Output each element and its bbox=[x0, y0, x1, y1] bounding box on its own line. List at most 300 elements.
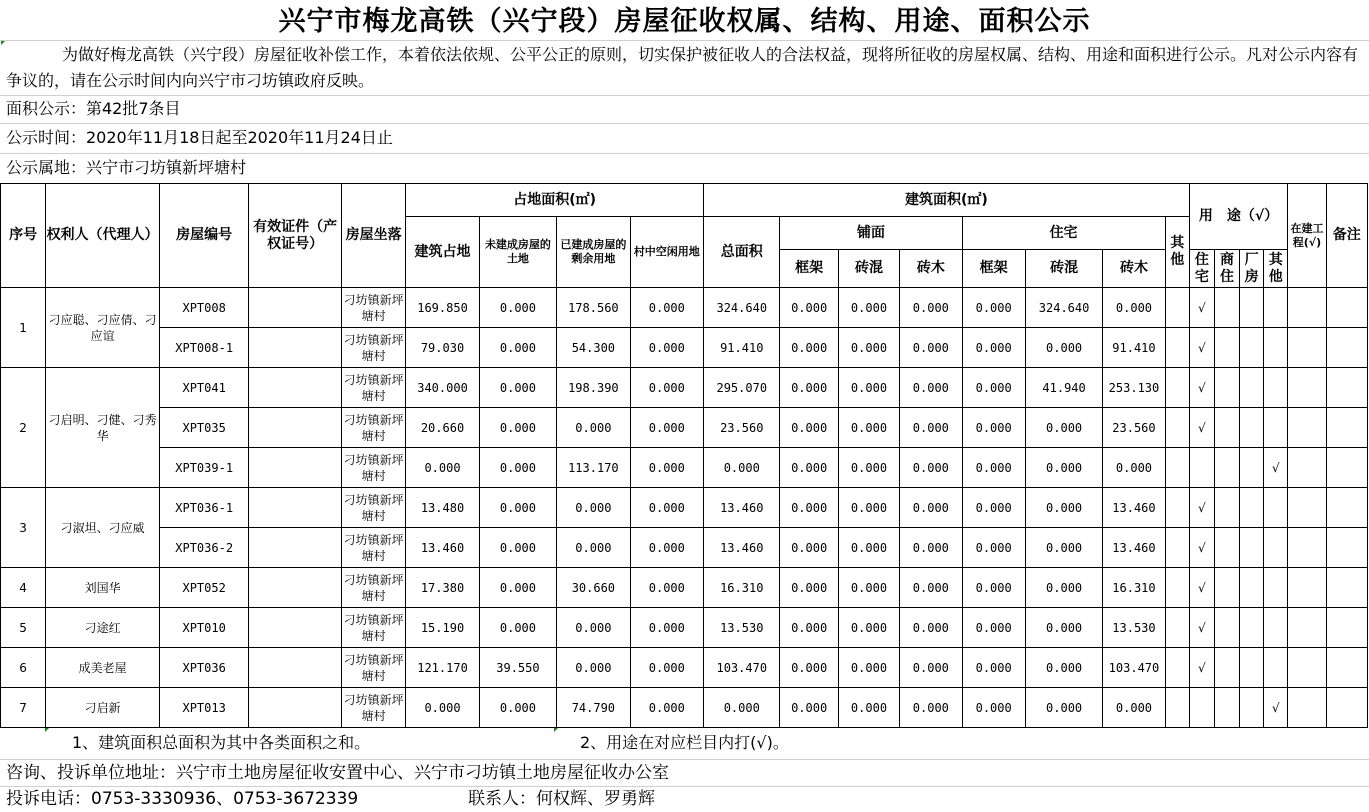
use-res-check bbox=[1189, 688, 1214, 728]
cell-shop-brick-wood: 0.000 bbox=[900, 488, 962, 528]
cell-other bbox=[1165, 408, 1189, 448]
intro-paragraph: 为做好梅龙高铁（兴宁段）房屋征收补偿工作，本着依法依规、公平公正的原则，切实保护被征收人的合法权益，现将所征收的房屋权属、结构、用途和面积进行公示。凡对公示内容有争议的，请在公示时间内向兴宁市刁坊镇政府反映。 bbox=[6, 45, 1359, 90]
row-site: 刁坊镇新坪塘村 bbox=[341, 608, 405, 648]
row-house-no: XPT052 bbox=[159, 568, 249, 608]
use-com-check bbox=[1214, 648, 1239, 688]
cell-total: 23.560 bbox=[704, 408, 780, 448]
use-res-check: √ bbox=[1189, 288, 1214, 328]
cell-marker bbox=[1, 41, 5, 45]
table-row bbox=[1, 608, 1368, 648]
cell-res-brick-wood: 0.000 bbox=[1103, 448, 1165, 488]
cell-shop-frame: 0.000 bbox=[780, 688, 838, 728]
row-cert bbox=[249, 528, 342, 568]
cell-remaining: 54.300 bbox=[557, 328, 630, 368]
row-cert bbox=[249, 688, 342, 728]
use-fac-check bbox=[1240, 648, 1264, 688]
cell-other bbox=[1165, 568, 1189, 608]
row-house-no: XPT036-2 bbox=[159, 528, 249, 568]
cell-total: 0.000 bbox=[704, 448, 780, 488]
row-cert bbox=[249, 648, 342, 688]
cell-shop-frame: 0.000 bbox=[780, 568, 838, 608]
cell-remaining: 0.000 bbox=[557, 528, 630, 568]
header-seq: 序号 bbox=[1, 184, 46, 288]
header-remaining: 已建成房屋的剩余用地 bbox=[557, 217, 630, 288]
cell-shop-frame: 0.000 bbox=[780, 408, 838, 448]
cell-remarks bbox=[1326, 368, 1367, 408]
cell-shop-brick-wood: 0.000 bbox=[900, 328, 962, 368]
table-row bbox=[1, 648, 1368, 688]
cell-building-land: 20.660 bbox=[406, 408, 479, 448]
row-site: 刁坊镇新坪塘村 bbox=[341, 688, 405, 728]
cell-remarks bbox=[1326, 408, 1367, 448]
cell-shop-brick-wood: 0.000 bbox=[900, 408, 962, 448]
cell-unbuilt: 0.000 bbox=[479, 688, 556, 728]
cell-village-idle: 0.000 bbox=[630, 328, 703, 368]
header-village-idle: 村中空闲用地 bbox=[630, 217, 703, 288]
row-site: 刁坊镇新坪塘村 bbox=[341, 648, 405, 688]
cell-res-brick-wood: 0.000 bbox=[1103, 288, 1165, 328]
cell-village-idle: 0.000 bbox=[630, 448, 703, 488]
use-fac-check bbox=[1240, 368, 1264, 408]
use-other-check bbox=[1264, 408, 1288, 448]
use-com-check bbox=[1214, 568, 1239, 608]
cell-shop-brick-concrete: 0.000 bbox=[838, 408, 899, 448]
use-other-check: √ bbox=[1264, 688, 1288, 728]
cell-res-frame: 0.000 bbox=[962, 568, 1025, 608]
cell-remaining: 0.000 bbox=[557, 488, 630, 528]
divider bbox=[0, 40, 1369, 41]
row-cert bbox=[249, 568, 342, 608]
header-remarks: 备注 bbox=[1326, 184, 1367, 288]
use-other-check bbox=[1264, 648, 1288, 688]
page-title: 兴宁市梅龙高铁（兴宁段）房屋征收权属、结构、用途、面积公示 bbox=[278, 6, 1091, 37]
table-row bbox=[1, 408, 1368, 448]
cell-remarks bbox=[1326, 648, 1367, 688]
cell-res-brick-wood: 91.410 bbox=[1103, 328, 1165, 368]
cell-remaining: 178.560 bbox=[557, 288, 630, 328]
cell-building-land: 15.190 bbox=[406, 608, 479, 648]
cell-res-brick-concrete: 0.000 bbox=[1025, 608, 1102, 648]
use-com-check bbox=[1214, 288, 1239, 328]
header-use-factory: 厂房 bbox=[1240, 250, 1264, 288]
cell-total: 13.460 bbox=[704, 488, 780, 528]
use-com-check bbox=[1214, 448, 1239, 488]
cell-other bbox=[1165, 448, 1189, 488]
row-house-no: XPT039-1 bbox=[159, 448, 249, 488]
header-other: 其他 bbox=[1165, 217, 1189, 288]
row-owner: 刁启新 bbox=[46, 688, 160, 728]
cell-other bbox=[1165, 688, 1189, 728]
note-usage-check: 2、用途在对应栏目内打(√)。 bbox=[580, 733, 789, 752]
contact-person: 联系人：何权辉、罗勇辉 bbox=[468, 789, 655, 809]
note-total-area: 1、建筑面积总面积为其中各类面积之和。 bbox=[72, 733, 371, 752]
row-seq: 4 bbox=[1, 568, 46, 608]
row-cert bbox=[249, 448, 342, 488]
header-shop: 铺面 bbox=[780, 217, 962, 250]
header-build-area: 建筑面积(㎡) bbox=[704, 184, 1190, 217]
use-fac-check bbox=[1240, 448, 1264, 488]
cell-village-idle: 0.000 bbox=[630, 688, 703, 728]
cell-shop-brick-wood: 0.000 bbox=[900, 568, 962, 608]
cell-shop-frame: 0.000 bbox=[780, 368, 838, 408]
row-house-no: XPT010 bbox=[159, 608, 249, 648]
cell-total: 295.070 bbox=[704, 368, 780, 408]
cell-under-construction bbox=[1288, 328, 1326, 368]
cell-res-brick-wood: 13.530 bbox=[1103, 608, 1165, 648]
row-house-no: XPT008-1 bbox=[159, 328, 249, 368]
header-building-land: 建筑占地 bbox=[406, 217, 479, 288]
cell-res-frame: 0.000 bbox=[962, 408, 1025, 448]
cell-shop-brick-concrete: 0.000 bbox=[838, 328, 899, 368]
header-res-brick-wood: 砖木 bbox=[1103, 250, 1165, 288]
use-fac-check bbox=[1240, 288, 1264, 328]
cell-marker bbox=[45, 728, 49, 732]
use-fac-check bbox=[1240, 488, 1264, 528]
header-owner: 权利人（代理人） bbox=[46, 184, 160, 288]
header-under-construction: 在建工程(√) bbox=[1288, 184, 1326, 288]
cell-shop-frame: 0.000 bbox=[780, 528, 838, 568]
cell-unbuilt: 39.550 bbox=[479, 648, 556, 688]
row-site: 刁坊镇新坪塘村 bbox=[341, 368, 405, 408]
cell-under-construction bbox=[1288, 608, 1326, 648]
table-row bbox=[1, 688, 1368, 728]
cell-shop-brick-wood: 0.000 bbox=[900, 368, 962, 408]
cell-unbuilt: 0.000 bbox=[479, 328, 556, 368]
cell-res-brick-wood: 23.560 bbox=[1103, 408, 1165, 448]
cell-marker bbox=[554, 728, 558, 732]
header-usage: 用 途（√） bbox=[1189, 184, 1288, 250]
header-residence: 住宅 bbox=[962, 217, 1165, 250]
row-seq: 3 bbox=[1, 488, 46, 568]
cell-building-land: 340.000 bbox=[406, 368, 479, 408]
cell-shop-frame: 0.000 bbox=[780, 288, 838, 328]
contact-phone: 投诉电话：0753-3330936、0753-3672339 bbox=[6, 789, 359, 809]
cell-village-idle: 0.000 bbox=[630, 488, 703, 528]
use-fac-check bbox=[1240, 608, 1264, 648]
cell-remarks bbox=[1326, 688, 1367, 728]
cell-unbuilt: 0.000 bbox=[479, 448, 556, 488]
cell-unbuilt: 0.000 bbox=[479, 288, 556, 328]
cell-total: 0.000 bbox=[704, 688, 780, 728]
cell-total: 91.410 bbox=[704, 328, 780, 368]
cell-shop-brick-concrete: 0.000 bbox=[838, 568, 899, 608]
cell-under-construction bbox=[1288, 408, 1326, 448]
use-res-check: √ bbox=[1189, 408, 1214, 448]
use-res-check: √ bbox=[1189, 368, 1214, 408]
table-body bbox=[1, 288, 1368, 728]
cell-unbuilt: 0.000 bbox=[479, 528, 556, 568]
cell-res-brick-concrete: 0.000 bbox=[1025, 408, 1102, 448]
cell-total: 16.310 bbox=[704, 568, 780, 608]
cell-res-brick-concrete: 0.000 bbox=[1025, 528, 1102, 568]
cell-remaining: 0.000 bbox=[557, 648, 630, 688]
header-house-no: 房屋编号 bbox=[159, 184, 249, 288]
row-seq: 5 bbox=[1, 608, 46, 648]
row-owner: 刁启明、刁健、刁秀华 bbox=[46, 368, 160, 488]
cell-shop-frame: 0.000 bbox=[780, 608, 838, 648]
row-owner: 成美老屋 bbox=[46, 648, 160, 688]
row-house-no: XPT036-1 bbox=[159, 488, 249, 528]
row-site: 刁坊镇新坪塘村 bbox=[341, 408, 405, 448]
row-cert bbox=[249, 288, 342, 328]
use-com-check bbox=[1214, 688, 1239, 728]
use-other-check bbox=[1264, 328, 1288, 368]
cell-shop-brick-concrete: 0.000 bbox=[838, 448, 899, 488]
use-fac-check bbox=[1240, 528, 1264, 568]
cell-shop-brick-concrete: 0.000 bbox=[838, 288, 899, 328]
cell-res-brick-concrete: 41.940 bbox=[1025, 368, 1102, 408]
cell-shop-brick-concrete: 0.000 bbox=[838, 688, 899, 728]
use-fac-check bbox=[1240, 328, 1264, 368]
row-owner: 刁淑坦、刁应威 bbox=[46, 488, 160, 568]
cell-shop-brick-wood: 0.000 bbox=[900, 528, 962, 568]
cell-building-land: 0.000 bbox=[406, 448, 479, 488]
cell-total: 13.530 bbox=[704, 608, 780, 648]
header-res-brick-concrete: 砖混 bbox=[1025, 250, 1102, 288]
cell-remarks bbox=[1326, 528, 1367, 568]
table-row bbox=[1, 568, 1368, 608]
table-row bbox=[1, 448, 1368, 488]
use-fac-check bbox=[1240, 408, 1264, 448]
table-row bbox=[1, 368, 1368, 408]
header-shop-brick-concrete: 砖混 bbox=[838, 250, 899, 288]
cell-res-frame: 0.000 bbox=[962, 608, 1025, 648]
cell-shop-brick-concrete: 0.000 bbox=[838, 488, 899, 528]
use-res-check: √ bbox=[1189, 488, 1214, 528]
row-site: 刁坊镇新坪塘村 bbox=[341, 488, 405, 528]
cell-other bbox=[1165, 648, 1189, 688]
cell-shop-brick-wood: 0.000 bbox=[900, 448, 962, 488]
cell-under-construction bbox=[1288, 528, 1326, 568]
cell-remaining: 0.000 bbox=[557, 608, 630, 648]
row-seq: 1 bbox=[1, 288, 46, 368]
cell-shop-brick-wood: 0.000 bbox=[900, 688, 962, 728]
header-cert: 有效证件（产权证号） bbox=[249, 184, 342, 288]
expropriation-table bbox=[0, 183, 1368, 728]
cell-remarks bbox=[1326, 288, 1367, 328]
row-site: 刁坊镇新坪塘村 bbox=[341, 328, 405, 368]
row-seq: 7 bbox=[1, 688, 46, 728]
cell-village-idle: 0.000 bbox=[630, 368, 703, 408]
use-fac-check bbox=[1240, 568, 1264, 608]
cell-res-brick-wood: 16.310 bbox=[1103, 568, 1165, 608]
cell-building-land: 121.170 bbox=[406, 648, 479, 688]
cell-shop-brick-wood: 0.000 bbox=[900, 608, 962, 648]
row-cert bbox=[249, 608, 342, 648]
use-com-check bbox=[1214, 328, 1239, 368]
cell-building-land: 13.480 bbox=[406, 488, 479, 528]
cell-village-idle: 0.000 bbox=[630, 528, 703, 568]
cell-shop-frame: 0.000 bbox=[780, 488, 838, 528]
cell-res-frame: 0.000 bbox=[962, 288, 1025, 328]
use-other-check bbox=[1264, 568, 1288, 608]
cell-shop-brick-wood: 0.000 bbox=[900, 288, 962, 328]
table-row bbox=[1, 288, 1368, 328]
header-use-commercial: 商住 bbox=[1214, 250, 1239, 288]
cell-unbuilt: 0.000 bbox=[479, 488, 556, 528]
cell-res-brick-wood: 0.000 bbox=[1103, 688, 1165, 728]
use-fac-check bbox=[1240, 688, 1264, 728]
cell-remaining: 74.790 bbox=[557, 688, 630, 728]
location-info: 公示属地：兴宁市刁坊镇新坪塘村 bbox=[6, 158, 247, 177]
cell-other bbox=[1165, 488, 1189, 528]
cell-shop-brick-concrete: 0.000 bbox=[838, 648, 899, 688]
use-res-check: √ bbox=[1189, 608, 1214, 648]
cell-remaining: 113.170 bbox=[557, 448, 630, 488]
cell-remaining: 30.660 bbox=[557, 568, 630, 608]
cell-shop-brick-wood: 0.000 bbox=[900, 648, 962, 688]
cell-under-construction bbox=[1288, 368, 1326, 408]
use-res-check: √ bbox=[1189, 328, 1214, 368]
batch-info: 面积公示：第42批7条目 bbox=[6, 99, 181, 118]
cell-res-brick-concrete: 0.000 bbox=[1025, 688, 1102, 728]
cell-under-construction bbox=[1288, 448, 1326, 488]
cell-unbuilt: 0.000 bbox=[479, 368, 556, 408]
row-cert bbox=[249, 488, 342, 528]
cell-building-land: 79.030 bbox=[406, 328, 479, 368]
cell-total: 103.470 bbox=[704, 648, 780, 688]
header-use-other: 其他 bbox=[1264, 250, 1288, 288]
cell-res-brick-concrete: 0.000 bbox=[1025, 488, 1102, 528]
use-res-check bbox=[1189, 448, 1214, 488]
cell-unbuilt: 0.000 bbox=[479, 568, 556, 608]
period-info: 公示时间：2020年11月18日起至2020年11月24日止 bbox=[6, 128, 393, 147]
cell-other bbox=[1165, 288, 1189, 328]
header-use-residence: 住宅 bbox=[1189, 250, 1214, 288]
cell-res-frame: 0.000 bbox=[962, 528, 1025, 568]
cell-res-brick-wood: 13.460 bbox=[1103, 488, 1165, 528]
cell-remarks bbox=[1326, 608, 1367, 648]
use-com-check bbox=[1214, 408, 1239, 448]
cell-remarks bbox=[1326, 568, 1367, 608]
cell-village-idle: 0.000 bbox=[630, 648, 703, 688]
use-other-check bbox=[1264, 528, 1288, 568]
cell-remaining: 0.000 bbox=[557, 408, 630, 448]
header-res-frame: 框架 bbox=[962, 250, 1025, 288]
table-row bbox=[1, 488, 1368, 528]
cell-res-frame: 0.000 bbox=[962, 648, 1025, 688]
cell-under-construction bbox=[1288, 568, 1326, 608]
row-site: 刁坊镇新坪塘村 bbox=[341, 448, 405, 488]
row-site: 刁坊镇新坪塘村 bbox=[341, 288, 405, 328]
cell-other bbox=[1165, 328, 1189, 368]
row-site: 刁坊镇新坪塘村 bbox=[341, 528, 405, 568]
row-cert bbox=[249, 408, 342, 448]
use-res-check: √ bbox=[1189, 648, 1214, 688]
use-other-check bbox=[1264, 608, 1288, 648]
cell-other bbox=[1165, 528, 1189, 568]
use-res-check: √ bbox=[1189, 528, 1214, 568]
cell-total: 324.640 bbox=[704, 288, 780, 328]
table-row bbox=[1, 528, 1368, 568]
cell-remaining: 198.390 bbox=[557, 368, 630, 408]
cell-under-construction bbox=[1288, 488, 1326, 528]
cell-res-frame: 0.000 bbox=[962, 448, 1025, 488]
cell-building-land: 17.380 bbox=[406, 568, 479, 608]
cell-res-brick-wood: 253.130 bbox=[1103, 368, 1165, 408]
use-other-check: √ bbox=[1264, 448, 1288, 488]
cell-shop-brick-concrete: 0.000 bbox=[838, 528, 899, 568]
contact-address: 咨询、投诉单位地址：兴宁市土地房屋征收安置中心、兴宁市刁坊镇土地房屋征收办公室 bbox=[6, 763, 669, 783]
row-cert bbox=[249, 328, 342, 368]
use-com-check bbox=[1214, 488, 1239, 528]
cell-building-land: 13.460 bbox=[406, 528, 479, 568]
header-site: 房屋坐落 bbox=[341, 184, 405, 288]
use-other-check bbox=[1264, 368, 1288, 408]
cell-shop-frame: 0.000 bbox=[780, 448, 838, 488]
cell-res-brick-concrete: 324.640 bbox=[1025, 288, 1102, 328]
cell-village-idle: 0.000 bbox=[630, 568, 703, 608]
cell-under-construction bbox=[1288, 688, 1326, 728]
table-row bbox=[1, 328, 1368, 368]
cell-building-land: 0.000 bbox=[406, 688, 479, 728]
cell-res-frame: 0.000 bbox=[962, 488, 1025, 528]
cell-res-brick-concrete: 0.000 bbox=[1025, 568, 1102, 608]
use-other-check bbox=[1264, 488, 1288, 528]
cell-unbuilt: 0.000 bbox=[479, 608, 556, 648]
header-shop-brick-wood: 砖木 bbox=[900, 250, 962, 288]
header-land-area: 占地面积(㎡) bbox=[406, 184, 704, 217]
row-seq: 2 bbox=[1, 368, 46, 488]
cell-shop-brick-concrete: 0.000 bbox=[838, 368, 899, 408]
cell-other bbox=[1165, 368, 1189, 408]
cell-res-frame: 0.000 bbox=[962, 368, 1025, 408]
cell-village-idle: 0.000 bbox=[630, 408, 703, 448]
cell-res-brick-wood: 103.470 bbox=[1103, 648, 1165, 688]
use-res-check: √ bbox=[1189, 568, 1214, 608]
cell-under-construction bbox=[1288, 288, 1326, 328]
use-com-check bbox=[1214, 528, 1239, 568]
cell-shop-frame: 0.000 bbox=[780, 328, 838, 368]
cell-village-idle: 0.000 bbox=[630, 288, 703, 328]
cell-building-land: 169.850 bbox=[406, 288, 479, 328]
row-cert bbox=[249, 368, 342, 408]
row-owner: 刁途红 bbox=[46, 608, 160, 648]
cell-village-idle: 0.000 bbox=[630, 608, 703, 648]
use-other-check bbox=[1264, 288, 1288, 328]
row-house-no: XPT041 bbox=[159, 368, 249, 408]
row-owner: 刘国华 bbox=[46, 568, 160, 608]
cell-other bbox=[1165, 608, 1189, 648]
use-com-check bbox=[1214, 368, 1239, 408]
cell-res-brick-concrete: 0.000 bbox=[1025, 328, 1102, 368]
row-site: 刁坊镇新坪塘村 bbox=[341, 568, 405, 608]
cell-total: 13.460 bbox=[704, 528, 780, 568]
cell-res-brick-concrete: 0.000 bbox=[1025, 648, 1102, 688]
cell-res-frame: 0.000 bbox=[962, 328, 1025, 368]
row-house-no: XPT035 bbox=[159, 408, 249, 448]
cell-shop-brick-concrete: 0.000 bbox=[838, 608, 899, 648]
row-house-no: XPT013 bbox=[159, 688, 249, 728]
cell-under-construction bbox=[1288, 648, 1326, 688]
cell-remarks bbox=[1326, 328, 1367, 368]
use-com-check bbox=[1214, 608, 1239, 648]
cell-res-frame: 0.000 bbox=[962, 688, 1025, 728]
header-shop-frame: 框架 bbox=[780, 250, 838, 288]
cell-res-brick-concrete: 0.000 bbox=[1025, 448, 1102, 488]
row-owner: 刁应聪、刁应倩、刁应谊 bbox=[46, 288, 160, 368]
row-house-no: XPT008 bbox=[159, 288, 249, 328]
cell-remarks bbox=[1326, 448, 1367, 488]
cell-remarks bbox=[1326, 488, 1367, 528]
cell-shop-frame: 0.000 bbox=[780, 648, 838, 688]
header-total: 总面积 bbox=[704, 217, 780, 288]
cell-unbuilt: 0.000 bbox=[479, 408, 556, 448]
cell-res-brick-wood: 13.460 bbox=[1103, 528, 1165, 568]
header-unbuilt: 未建成房屋的土地 bbox=[479, 217, 556, 288]
row-house-no: XPT036 bbox=[159, 648, 249, 688]
row-seq: 6 bbox=[1, 648, 46, 688]
